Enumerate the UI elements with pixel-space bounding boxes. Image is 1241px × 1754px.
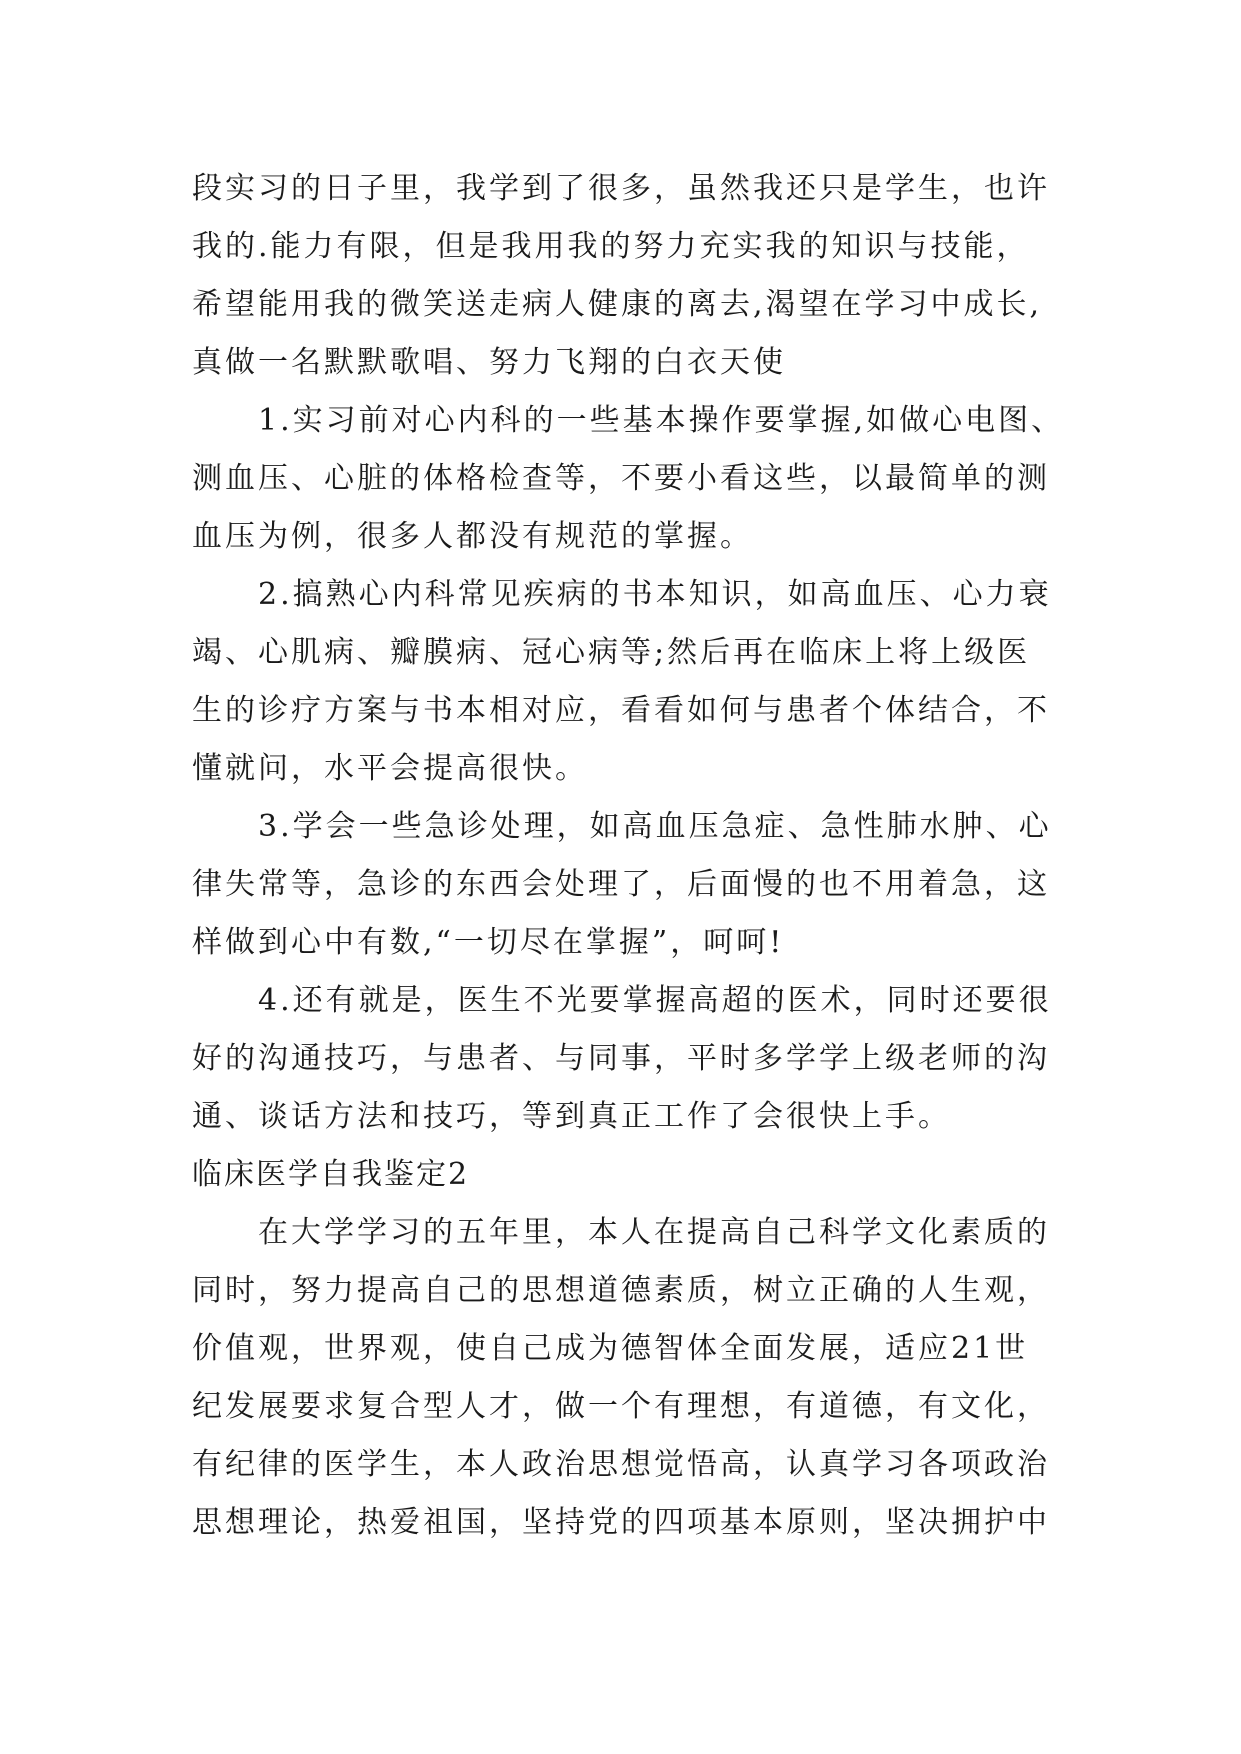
document-body bbox=[192, 160, 1092, 1552]
text-line: 好的沟通技巧，与患者、与同事，平时多学学上级老师的沟 bbox=[192, 1041, 1050, 1076]
text-line: 律失常等，急诊的东西会处理了，后面慢的也不用着急，这 bbox=[192, 867, 1050, 902]
text-line: 思想理论，热爱祖国，坚持党的四项基本原则，坚决拥护中 bbox=[192, 1505, 1050, 1540]
text-line: 血压为例，很多人都没有规范的掌握。 bbox=[192, 519, 753, 554]
text-line: 同时，努力提高自己的思想道德素质，树立正确的人生观， bbox=[192, 1273, 1050, 1308]
list-item-1-line: 1.实习前对心内科的一些基本操作要掌握,如做心电图、 bbox=[258, 403, 1065, 438]
text-line: 段实习的日子里，我学到了很多，虽然我还只是学生，也许 bbox=[192, 171, 1050, 206]
text-line: 希望能用我的微笑送走病人健康的离去,渴望在学习中成长, bbox=[192, 287, 1043, 322]
text-line: 样做到心中有数,“一切尽在掌握”，呵呵! bbox=[192, 925, 785, 960]
text-line: 懂就问，水平会提高很快。 bbox=[192, 751, 588, 786]
section-heading: 临床医学自我鉴定2 bbox=[192, 1157, 470, 1192]
text-line: 价值观，世界观，使自己成为德智体全面发展，适应21世 bbox=[192, 1331, 1029, 1366]
text-line: 我的.能力有限，但是我用我的努力充实我的知识与技能， bbox=[192, 229, 1030, 264]
text-line: 纪发展要求复合型人才，做一个有理想，有道德，有文化， bbox=[192, 1389, 1050, 1424]
list-item-4-line: 4.还有就是，医生不光要掌握高超的医术，同时还要很 bbox=[258, 983, 1052, 1018]
text-line: 通、谈话方法和技巧，等到真正工作了会很快上手。 bbox=[192, 1099, 951, 1134]
list-item-2-line: 2.搞熟心内科常见疾病的书本知识，如高血压、心力衰 bbox=[258, 577, 1052, 612]
text-line: 竭、心肌病、瓣膜病、冠心病等;然后再在临床上将上级医 bbox=[192, 635, 1031, 670]
paragraph-start-line: 在大学学习的五年里，本人在提高自己科学文化素质的 bbox=[258, 1215, 1050, 1250]
text-line: 测血压、心脏的体格检查等，不要小看这些，以最简单的测 bbox=[192, 461, 1050, 496]
list-item-3-line: 3.学会一些急诊处理，如高血压急症、急性肺水肿、心 bbox=[258, 809, 1052, 844]
text-line: 真做一名默默歌唱、努力飞翔的白衣天使 bbox=[192, 345, 786, 380]
text-line: 生的诊疗方案与书本相对应，看看如何与患者个体结合，不 bbox=[192, 693, 1050, 728]
text-line: 有纪律的医学生，本人政治思想觉悟高，认真学习各项政治 bbox=[192, 1447, 1050, 1482]
